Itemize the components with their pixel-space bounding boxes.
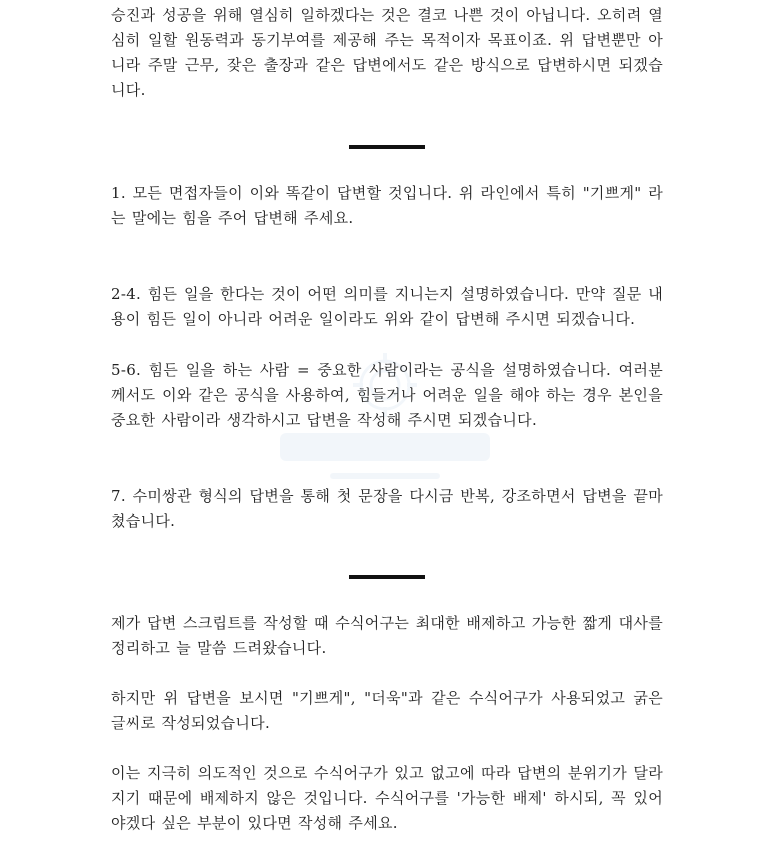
closing-paragraph-3: 이는 지극히 의도적인 것으로 수식어구가 있고 없고에 따라 답변의 분위기가 달라지기 때문에 배제하지 않은 것입니다. 수식어구를 '가능한 배제' 하시되, 꼭 있어야겠다 싶은 부분이 있다면 작성해 주세요. bbox=[111, 764, 663, 832]
section-divider bbox=[349, 145, 425, 149]
closing-paragraph-1: 제가 답변 스크립트를 작성할 때 수식어구는 최대한 배제하고 가능한 짧게 대사를 정리하고 늘 말씀 드려왔습니다. bbox=[111, 614, 663, 657]
document-body bbox=[111, 0, 663, 836]
intro-paragraph: 승진과 성공을 위해 열심히 일하겠다는 것은 결코 나쁜 것이 아닙니다. 오히려 열심히 일할 원동력과 동기부여를 제공해 주는 목적이자 목표이죠. 위 답변뿐만 아니라 주말 근무, 잦은 출장과 같은 답변에서도 같은 방식으로 답변하시면 되겠습니다. bbox=[111, 6, 663, 99]
closing-paragraph-2: 하지만 위 답변을 보시면 "기쁘게", "더욱"과 같은 수식어구가 사용되었고 굵은 글씨로 작성되었습니다. bbox=[111, 689, 663, 732]
note-1: 1. 모든 면접자들이 이와 똑같이 답변할 것입니다. 위 라인에서 특히 "기쁘게" 라는 말에는 힘을 주어 답변해 주세요. bbox=[111, 184, 663, 227]
note-7: 7. 수미쌍관 형식의 답변을 통해 첫 문장을 다시금 반복, 강조하면서 답변을 끝마쳤습니다. bbox=[111, 487, 663, 530]
note-2-4: 2-4. 힘든 일을 한다는 것이 어떤 의미를 지니는지 설명하였습니다. 만약 질문 내용이 힘든 일이 아니라 어려운 일이라도 위와 같이 답변해 주시면 되겠습니다. bbox=[111, 285, 663, 328]
note-5-6: 5-6. 힘든 일을 하는 사람 = 중요한 사람이라는 공식을 설명하였습니다. 여러분께서도 이와 같은 공식을 사용하여, 힘들거나 어려운 일을 해야 하는 경우 본인을 중요한 사람이라 생각하시고 답변을 작성해 주시면 되겠습니다. bbox=[111, 361, 663, 429]
section-divider bbox=[349, 575, 425, 579]
